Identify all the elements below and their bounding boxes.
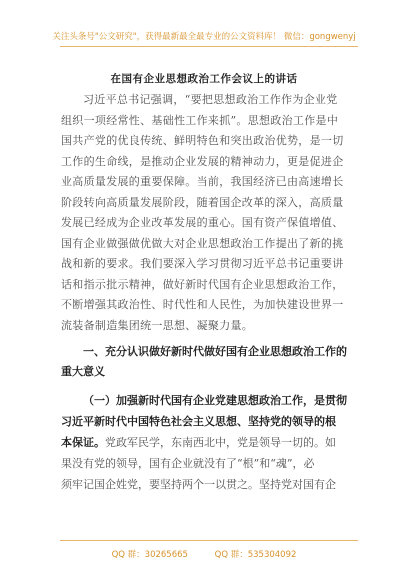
footer-qq-group-1: QQ 群：30265665 <box>111 550 188 560</box>
paragraph-line: 不断增强其政治性、时代性和人民性，为加快建设世界一 <box>61 298 344 311</box>
header-divider <box>60 46 358 47</box>
subsection-body-text: 党政军民学，东南西北中，党是领导一切的。如 <box>105 436 336 449</box>
paragraph-line: 话和指示批示精神，做好新时代国有企业思想政治工作， <box>61 277 344 291</box>
document-title: 在国有企业思想政治工作会议上的讲话 <box>110 73 298 85</box>
subsection-heading-text: 本保证。 <box>61 436 105 449</box>
heading-line: 重大意义 <box>61 365 105 378</box>
subsection-heading-text: （一）加强新时代国有企业党建思想政治工作，是贯彻 <box>83 394 347 407</box>
paragraph-line: 国有企业做强做优做大对企业思想政治工作提出了新的挑 <box>61 236 344 250</box>
paragraph-line: 流装备制造集团统一思想、凝聚力量。 <box>61 318 254 332</box>
paragraph-line: 发展已经成为企业改革发展的重心。国有资产保值增值、 <box>61 216 344 229</box>
subsection-line <box>61 390 351 411</box>
paragraph-line: 工作的生命线，是推动企业发展的精神动力，更是促进企 <box>61 154 344 168</box>
intro-paragraph <box>61 90 351 336</box>
paragraph-line: 习近平总书记强调，“要把思想政治工作作为企业党 <box>83 93 338 106</box>
subsection-line <box>61 411 351 432</box>
subsection-line: 须牢记国企姓党，要坚持两个一以贯之。坚持党对国有企 <box>61 478 336 491</box>
paragraph-line: 组织一项经常性、基础性工作来抓”。思想政治工作是中 <box>61 113 339 127</box>
footer <box>0 548 408 560</box>
subsection-line <box>61 432 351 453</box>
subsection-paragraph <box>61 390 351 495</box>
footer-divider <box>60 540 358 541</box>
paragraph-line: 阶段转向高质量发展阶段，随着国企改革的深入，高质量 <box>61 195 344 209</box>
header-note: 关注头条号"公文研究"，获得最新最全最专业的公文资料库！ 微信：gongwenyj <box>52 32 356 42</box>
paragraph-line: 战和新的要求。我们要深入学习贯彻习近平总书记重要讲 <box>61 257 344 270</box>
paragraph-line: 业高质量发展的重要保障。当前，我国经济已由高速增长 <box>61 175 344 188</box>
heading-line: 一、充分认识做好新时代做好国有企业思想政治工作的 <box>83 345 347 358</box>
paragraph-line: 国共产党的优良传统、鲜明特色和突出政治优势，是一切 <box>61 134 344 147</box>
document-body <box>61 90 351 495</box>
footer-qq-group-2: QQ 群：535304092 <box>214 550 297 560</box>
section-heading <box>61 342 351 382</box>
subsection-heading-text: 习近平新时代中国特色社会主义思想、坚持党的领导的根 <box>61 415 336 428</box>
subsection-line: 果没有党的领导，国有企业就没有了“根”和“魂”，必 <box>61 457 315 470</box>
